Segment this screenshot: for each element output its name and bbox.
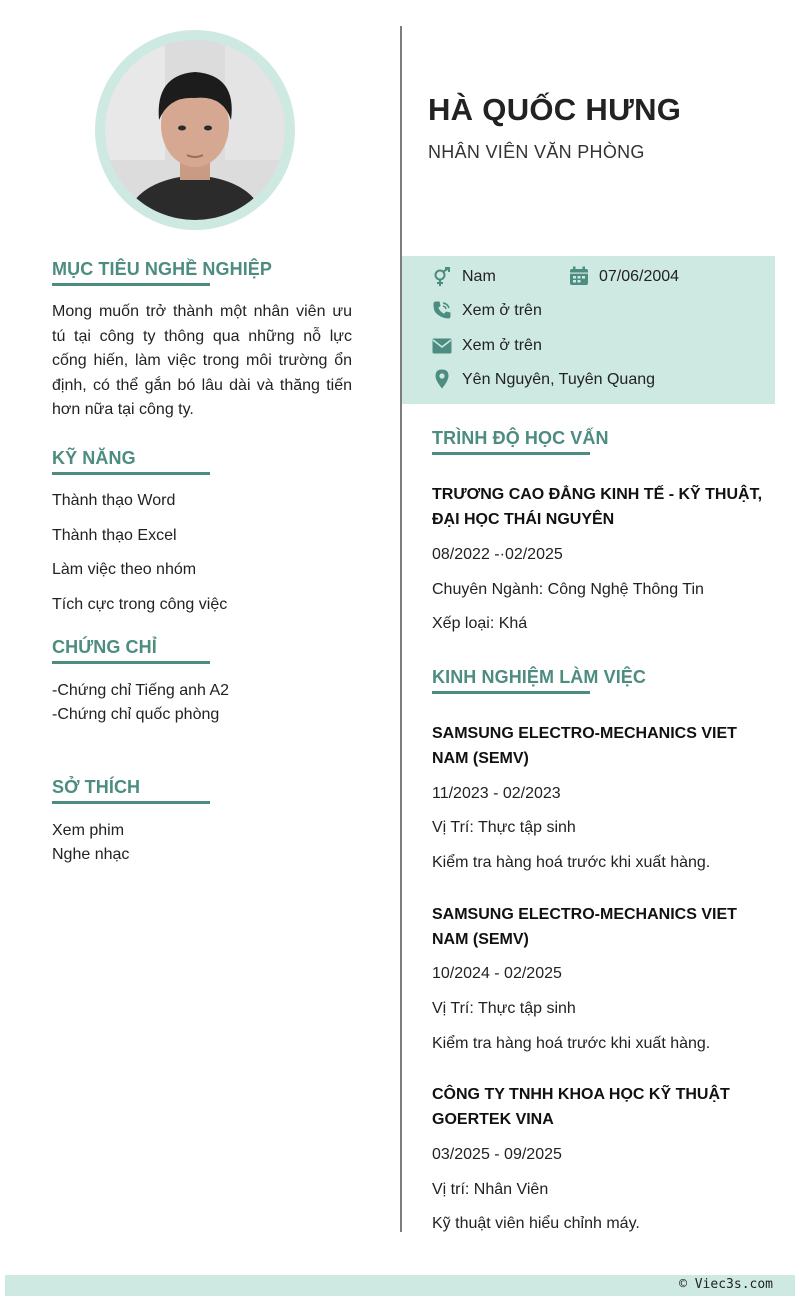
footer-credit: © Viec3s.com: [679, 1277, 773, 1292]
avatar: [105, 40, 285, 220]
avatar-photo: [105, 40, 285, 220]
job-description: Kiểm tra hàng hoá trước khi xuất hàng.: [432, 854, 711, 871]
experience-underline: [432, 691, 590, 694]
email-icon: [432, 336, 452, 356]
footer-bar: [5, 1275, 795, 1296]
location-icon: [432, 369, 452, 389]
education-period: 08/2022 -·02/2025: [432, 546, 563, 563]
contact-box: [402, 256, 775, 404]
hobby-item: Nghe nhạc: [52, 846, 130, 863]
job-period: 03/2025 - 09/2025: [432, 1146, 562, 1163]
candidate-name: HÀ QUỐC HƯNG: [428, 92, 682, 127]
skill-item: Thành thạo Word: [52, 492, 176, 509]
education-underline: [432, 452, 590, 455]
job-position: Vị Trí: Thực tập sinh: [432, 819, 576, 836]
email-value: Xem ở trên: [462, 337, 542, 354]
skills-title: KỸ NĂNG: [52, 448, 136, 468]
hobbies-underline: [52, 801, 210, 804]
job-company: SAMSUNG ELECTRO-MECHANICS VIET NAM (SEMV): [432, 906, 737, 948]
gender-value: Nam: [462, 268, 496, 285]
school-name: TRƯƠNG CAO ĐẲNG KINH TẾ - KỸ THUẬT, ĐẠI HỌC THÁI NGUYÊN: [432, 486, 763, 528]
job-position: Vị trí: Nhân Viên: [432, 1181, 549, 1198]
birthday-value: 07/06/2004: [599, 268, 680, 285]
job-company: CÔNG TY TNHH KHOA HỌC KỸ THUẬT GOERTEK VINA: [432, 1086, 730, 1128]
education-grade: Xếp loại: Khá: [432, 615, 528, 632]
hobby-item: Xem phim: [52, 822, 125, 839]
experience-title: KINH NGHIỆM LÀM VIỆC: [432, 667, 647, 687]
job-position: Vị Trí: Thực tập sinh: [432, 1000, 576, 1017]
objective-text: Mong muốn trở thành một nhân viên ưu tú tại công ty thông qua những nỗ lực cống hiến, làm việc trong môi trường ổn định, có thể gắn bó lâu dài và thăng tiến hơn nữa tại công ty.: [52, 303, 352, 418]
skills-underline: [52, 472, 210, 475]
avatar-frame: [95, 30, 295, 230]
certificate-item: -Chứng chỉ Tiếng anh A2: [52, 682, 230, 699]
job-period: 11/2023 - 02/2023: [432, 785, 561, 802]
job-period: 10/2024 - 02/2025: [432, 965, 562, 982]
certificates-underline: [52, 661, 210, 664]
certificates-title: CHỨNG CHỈ: [52, 637, 157, 657]
objective-underline: [52, 283, 210, 286]
certificate-item: -Chứng chỉ quốc phòng: [52, 706, 220, 723]
job-company: SAMSUNG ELECTRO-MECHANICS VIET NAM (SEMV): [432, 725, 737, 767]
gender-icon: [432, 267, 452, 287]
address-value: Yên Nguyên, Tuyên Quang: [462, 371, 656, 388]
skill-item: Làm việc theo nhóm: [52, 561, 197, 578]
education-major: Chuyên Ngành: Công Nghệ Thông Tin: [432, 581, 704, 598]
skill-item: Tích cực trong công việc: [52, 596, 228, 613]
job-description: Kỹ thuật viên hiểu chỉnh máy.: [432, 1215, 640, 1232]
candidate-role: NHÂN VIÊN VĂN PHÒNG: [428, 142, 645, 162]
education-title: TRÌNH ĐỘ HỌC VẤN: [432, 428, 609, 448]
phone-value: Xem ở trên: [462, 302, 542, 319]
phone-icon: [432, 300, 452, 320]
column-divider: [400, 26, 402, 1232]
skill-item: Thành thạo Excel: [52, 527, 177, 544]
hobbies-title: SỞ THÍCH: [52, 777, 141, 797]
calendar-icon: [569, 266, 589, 286]
objective-title: MỤC TIÊU NGHỀ NGHIỆP: [52, 259, 273, 279]
job-description: Kiểm tra hàng hoá trước khi xuất hàng.: [432, 1035, 711, 1052]
